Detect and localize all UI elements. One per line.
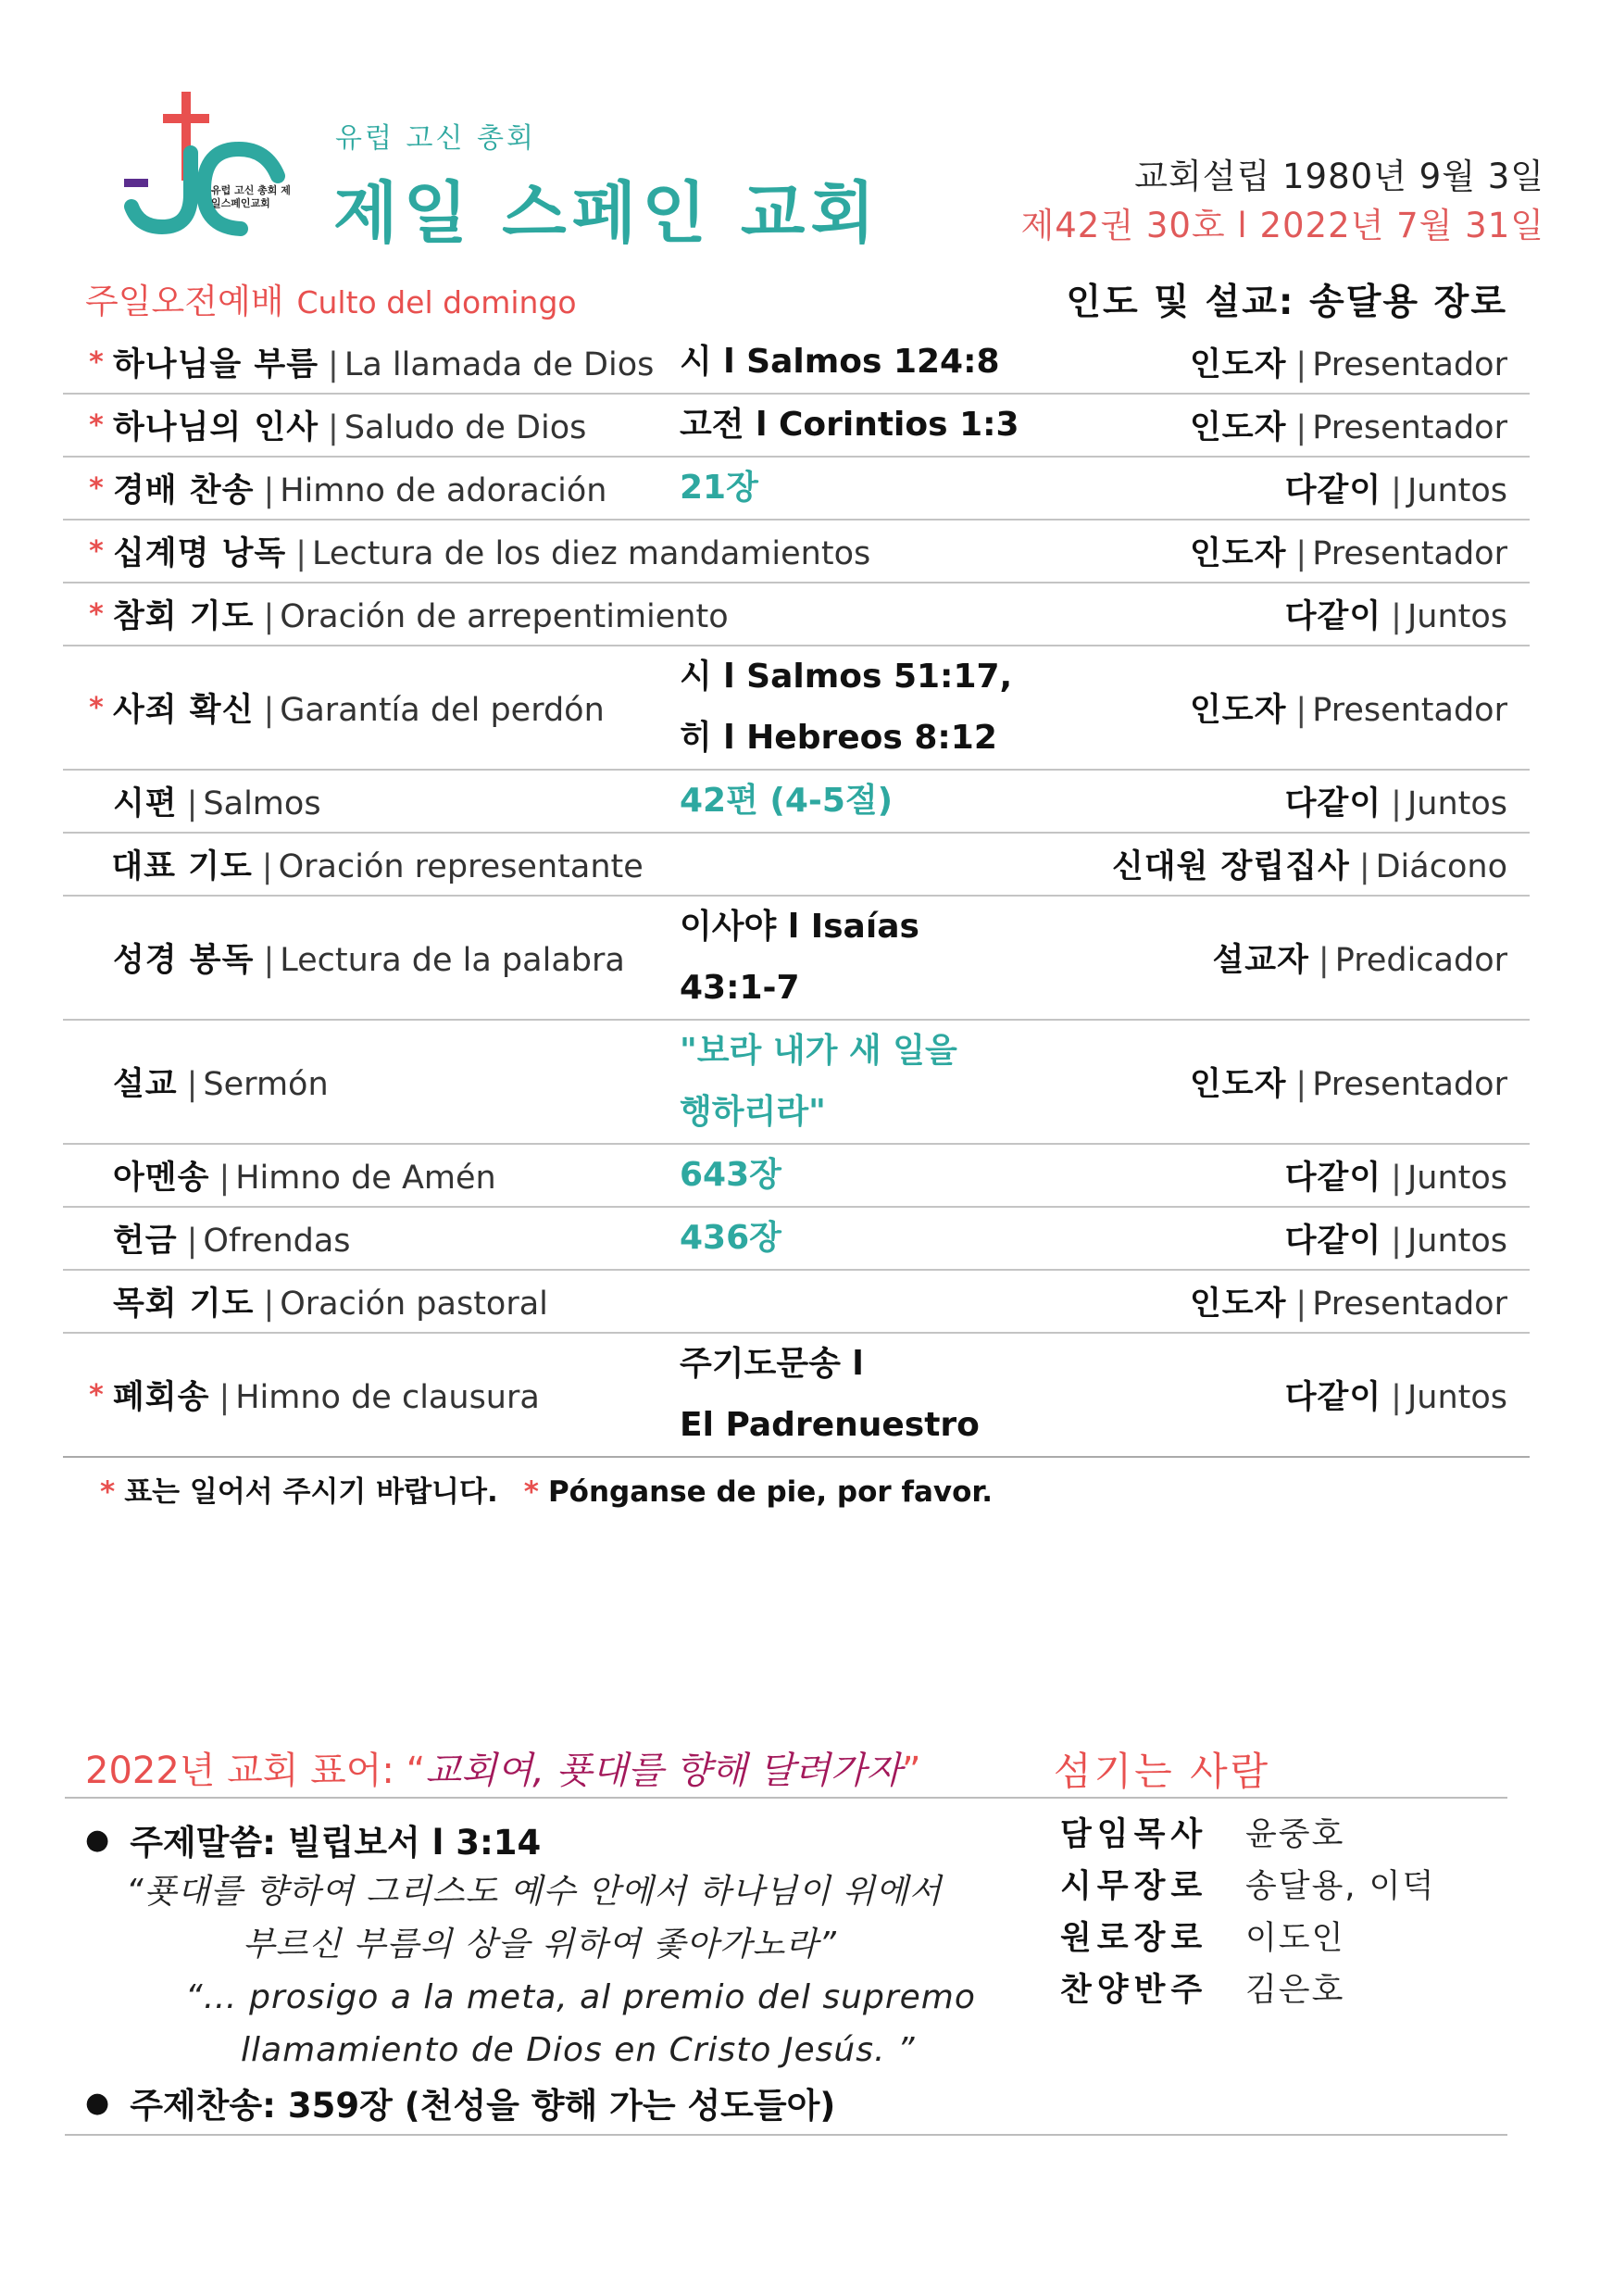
order-reference-line: 42편 (4-5절) [680,782,894,820]
motto-close-quote: ” [901,1750,921,1792]
order-leader [1161,778,1530,824]
star-icon: * [100,1475,116,1509]
order-leader-es: Juntos [1406,472,1507,509]
theme-verse-label: 주제말씀: 빌립보서 l 3:14 [130,1823,542,1863]
order-leader-ko: 인도자 [1189,692,1287,729]
service-title [85,273,577,323]
order-item [113,1152,680,1198]
separator: | [295,535,307,572]
order-leader-ko: 인도자 [1189,535,1287,572]
order-row [63,521,1530,583]
order-item-ko: 헌금 [113,1223,178,1260]
order-leader-es: Juntos [1406,598,1507,635]
server-row [1060,1910,1435,1962]
order-item-ko: 하나님을 부름 [113,346,319,383]
order-leader [1161,1215,1530,1261]
order-reference [680,458,1161,519]
motto-prefix: 2022년 교회 표어: [85,1750,406,1792]
order-leader [1161,1152,1530,1198]
divider [65,2134,1507,2136]
order-leader-ko: 다같이 [1284,1379,1382,1416]
order-leader-es: Presentador [1312,346,1507,383]
order-reference-line: 고전 l Corintios 1:3 [680,406,1019,444]
separator: | [186,1223,198,1260]
order-leader-ko: 다같이 [1284,598,1382,635]
order-row [63,1271,1530,1334]
order-item-es: Himno de adoración [280,472,607,509]
founded-date: 교회설립 1980년 9월 3일 [1134,157,1544,196]
order-item-es: Garantía del perdón [280,692,605,729]
separator: | [1391,1379,1402,1416]
order-leader-ko: 인도자 [1189,346,1287,383]
order-leader [1161,1059,1530,1105]
order-leader-es: Diácono [1375,848,1507,885]
order-item-ko: 하나님의 인사 [113,409,319,446]
separator: | [186,1066,198,1103]
order-row [63,1145,1530,1208]
order-reference [680,332,1161,393]
separator: | [263,472,275,509]
servers-heading: 섬기는 사람 [1054,1749,1271,1794]
theme-verse-item [85,1813,1057,1865]
order-row [63,458,1530,521]
order-item-es: Lectura de los diez mandamientos [312,535,871,572]
theme-section [85,1813,1057,2128]
order-leader-es: Juntos [1406,1223,1507,1260]
order-reference-line: 주기도문송 l [680,1345,864,1383]
separator: | [328,346,339,383]
theme-hymn: 주제찬송: 359장 (천성을 향해 가는 성도들아) [130,2086,836,2126]
server-name: 김은호 [1245,1972,1345,2009]
separator: | [1295,1066,1307,1103]
order-reference-line: 히 l Hebreos 8:12 [680,719,997,757]
star-icon: * [89,534,104,568]
order-item-ko: 성경 봉독 [113,942,255,979]
separator: | [328,409,339,446]
order-reference-line: 행하리라" [680,1093,826,1131]
order-item [113,402,680,448]
separator: | [1295,535,1307,572]
order-item-es: Oración de arrepentimiento [280,598,729,635]
order-item [113,1372,680,1418]
server-name: 윤중호 [1245,1816,1345,1853]
divider [65,1797,1507,1799]
separator: | [1391,598,1402,635]
order-item [113,465,680,511]
order-of-worship [63,332,1530,1458]
bullet-icon: ● [85,1823,110,1856]
order-leader-es: Juntos [1406,1160,1507,1197]
order-item [111,841,652,887]
order-reference [680,1208,1161,1269]
order-item-ko: 대표 기도 [111,848,253,885]
verse-ko-line-1: “푯대를 향하여 그리스도 예수 안에서 하나님이 위에서 [126,1873,943,1911]
org-name: 유럽 고신 총회 [335,122,536,155]
separator: | [263,692,275,729]
order-reference-line: El Padrenuestro [680,1406,980,1444]
order-row [63,897,1530,1021]
order-item [113,1215,680,1261]
order-leader-es: Juntos [1406,785,1507,822]
order-row [63,332,1530,395]
order-leader-es: Presentador [1312,409,1507,446]
star-icon: * [89,691,104,724]
verse-es-line-1: “… prosigo a la meta, al premio del supremo [185,1978,976,2016]
order-leader-ko: 인도자 [1189,1286,1287,1323]
order-leader [1161,684,1530,731]
order-item-es: Oración representante [278,848,644,885]
server-role: 찬양반주 [1060,1972,1208,2009]
order-leader [1161,339,1530,385]
separator: | [263,942,275,979]
motto-text: 교회여, 푯대를 향해 달려가자 [425,1750,902,1792]
order-reference [680,1145,1161,1206]
order-item-es: Himno de Amén [235,1160,496,1197]
order-item [113,935,680,981]
order-item-ko: 사죄 확신 [113,692,255,729]
order-leader [1161,1278,1530,1324]
separator: | [1358,848,1370,885]
standing-note [100,1468,993,1510]
order-leader [1161,935,1530,981]
star-icon: * [523,1475,539,1509]
order-leader-es: Predicador [1334,942,1507,979]
separator: | [1391,472,1402,509]
order-item-ko: 목회 기도 [113,1286,255,1323]
order-leader-es: Juntos [1406,1379,1507,1416]
order-item [113,1059,680,1105]
order-leader-es: Presentador [1312,535,1507,572]
order-item-ko: 폐회송 [113,1379,210,1416]
order-leader [1161,402,1530,448]
order-leader-ko: 다같이 [1284,472,1382,509]
order-item-es: Salmos [203,785,321,822]
order-item [113,528,871,574]
separator: | [219,1160,231,1197]
order-leader [1112,841,1530,887]
order-item-ko: 참회 기도 [113,598,255,635]
server-row [1060,1806,1435,1858]
servers-list [1060,1806,1435,2014]
server-role: 담임목사 [1060,1816,1208,1853]
order-row [63,834,1530,897]
order-item [113,778,680,824]
order-row [63,1334,1530,1458]
issue-info: 제42권 30호 l 2022년 7월 31일 [1020,206,1544,245]
standing-note-ko: 표는 일어서 주시기 바랍니다. [124,1475,498,1509]
order-row [63,1021,1530,1145]
server-name: 송달용, 이덕 [1245,1868,1436,1905]
order-item-es: Sermón [203,1066,329,1103]
order-item-es: Saludo de Dios [344,409,587,446]
order-reference-line: 21장 [680,469,758,507]
order-leader [1161,1372,1530,1418]
separator: | [263,1286,275,1323]
star-icon: * [89,345,104,379]
order-reference [680,771,1161,832]
theme-hymn-item [85,2076,1057,2128]
church-logo [111,88,296,241]
order-reference [680,395,1161,456]
order-item-es: Oración pastoral [280,1286,548,1323]
order-item-ko: 시편 [113,785,178,822]
separator: | [1295,1286,1307,1323]
motto-heading [85,1741,921,1794]
order-reference-line: 이사야 l Isaías [680,908,919,946]
order-reference-line: 436장 [680,1219,781,1257]
star-icon: * [89,408,104,442]
order-leader [1161,528,1530,574]
church-name: 제일 스페인 교회 [333,174,881,252]
separator: | [219,1379,231,1416]
logo-text: 유럽 고신 총회 제일스페인교회 [211,184,291,209]
verse-es-line-2: llamamiento de Dios en Cristo Jesús. ” [241,2031,916,2069]
order-item [113,591,729,637]
separator: | [1318,942,1330,979]
order-item-es: Ofrendas [203,1223,351,1260]
separator: | [1391,1223,1402,1260]
server-role: 시무장로 [1060,1868,1208,1905]
order-reference [680,897,1161,1019]
order-item-ko: 아멘송 [113,1160,210,1197]
server-name: 이도인 [1245,1920,1345,1957]
separator: | [263,598,275,635]
order-leader-ko: 인도자 [1189,409,1287,446]
server-row [1060,1962,1435,2014]
order-leader-ko: 다같이 [1284,785,1382,822]
star-icon: * [89,471,104,505]
order-item [113,684,680,731]
order-reference [680,1021,1161,1143]
separator: | [186,785,198,822]
order-item-es: Himno de clausura [235,1379,540,1416]
bullet-icon: ● [85,2086,110,2119]
order-leader-ko: 다같이 [1284,1160,1382,1197]
separator: | [261,848,273,885]
service-leader: 인도 및 설교: 송달용 장로 [1066,282,1507,323]
order-reference [680,1334,1161,1456]
order-item-es: La llamada de Dios [344,346,655,383]
order-leader-es: Presentador [1312,1066,1507,1103]
standing-note-es: Pónganse de pie, por favor. [547,1475,994,1509]
order-leader [1161,465,1530,511]
order-leader-es: Presentador [1312,692,1507,729]
order-reference-line: 43:1-7 [680,969,800,1007]
server-role: 원로장로 [1060,1920,1208,1957]
verse-ko-line-2: 부르신 부름의 상을 위하여 좇아가노라” [243,1926,837,1964]
order-item-ko: 경배 찬송 [113,472,255,509]
star-icon: * [89,597,104,631]
order-leader-es: Presentador [1312,1286,1507,1323]
order-leader [1161,591,1530,637]
separator: | [1391,785,1402,822]
order-row [63,646,1530,771]
motto-open-quote: “ [406,1750,426,1792]
star-icon: * [89,1378,104,1411]
order-row [63,583,1530,646]
order-leader-ko: 다같이 [1284,1223,1382,1260]
order-item [113,1278,680,1324]
order-leader-ko: 인도자 [1189,1066,1287,1103]
order-leader-ko: 신대원 장립집사 [1111,848,1350,885]
order-reference-line: 643장 [680,1156,781,1194]
server-row [1060,1858,1435,1910]
order-leader-ko: 설교자 [1212,942,1309,979]
order-item-es: Lectura de la palabra [280,942,625,979]
order-row [63,771,1530,834]
separator: | [1295,409,1307,446]
separator: | [1295,692,1307,729]
order-item-ko: 설교 [113,1066,178,1103]
separator: | [1391,1160,1402,1197]
order-row [63,1208,1530,1271]
order-item-ko: 십계명 낭독 [113,535,287,572]
order-reference-line: 시 l Salmos 51:17, [680,658,1013,696]
order-reference-line: "보라 내가 새 일을 [680,1032,957,1070]
order-reference-line: 시 l Salmos 124:8 [680,343,1000,381]
church-logo-graphic [111,88,296,241]
separator: | [1295,346,1307,383]
order-reference [680,646,1161,769]
order-row [63,395,1530,458]
service-title-ko: 주일오전예배 [85,282,284,321]
order-item [113,339,680,385]
service-title-es: Culto del domingo [296,284,577,320]
